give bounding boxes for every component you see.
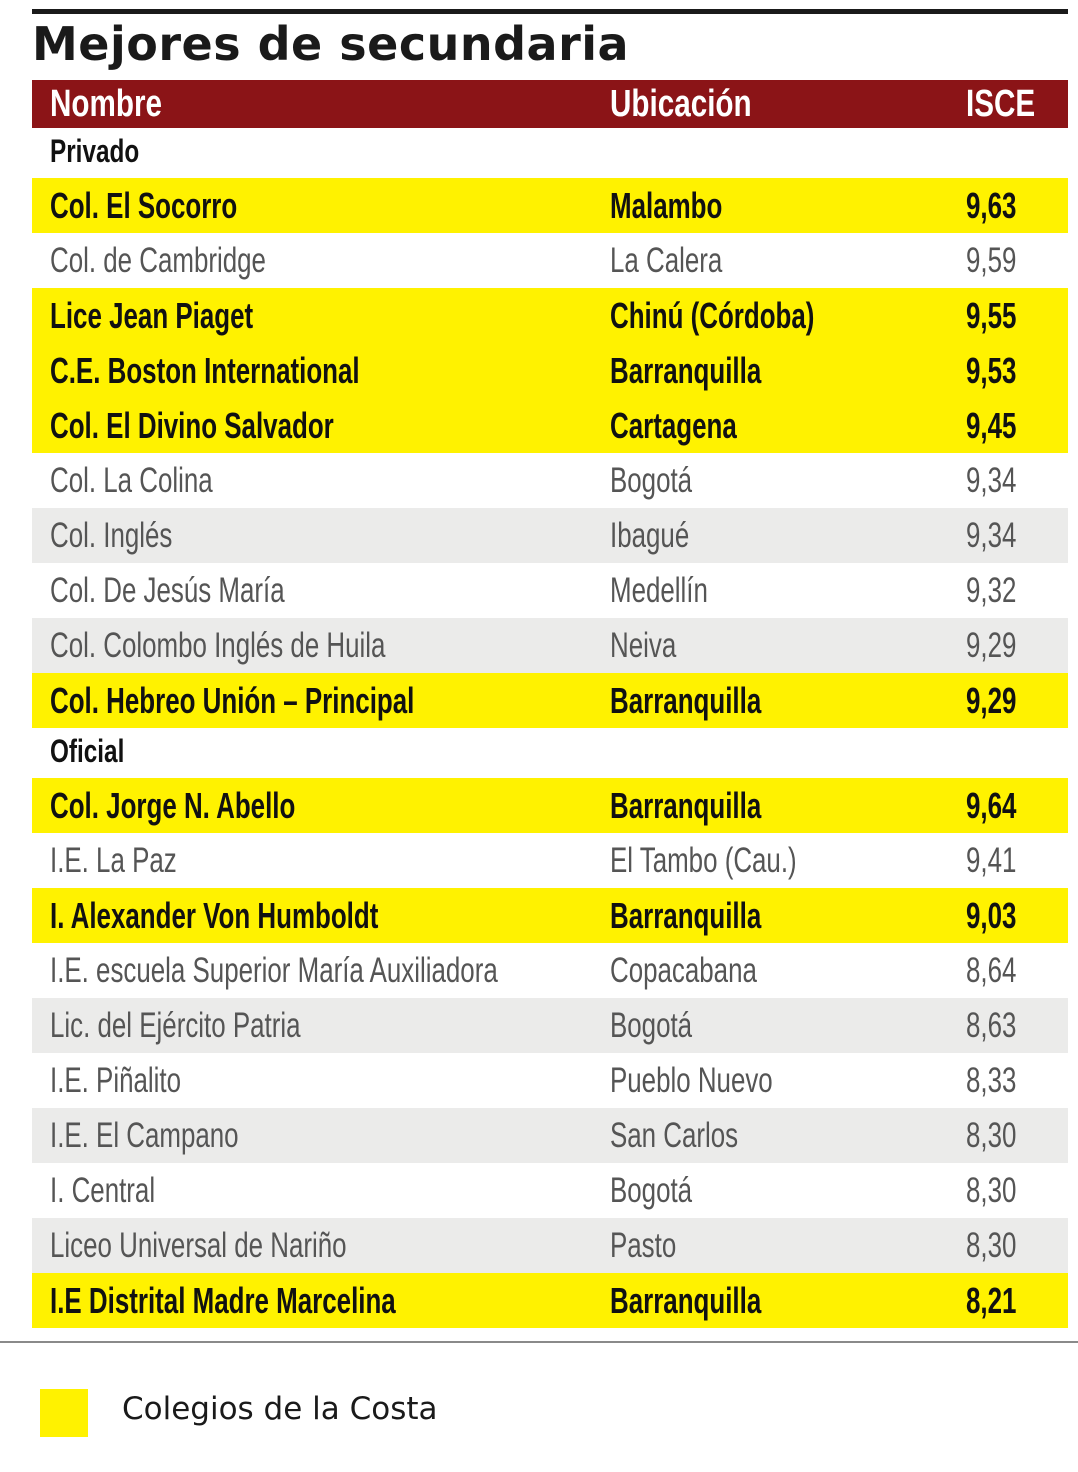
school-name: Col. Hebreo Unión – Principal	[50, 679, 415, 721]
column-header-score: ISCE	[966, 82, 1036, 125]
school-name: I.E. La Paz	[50, 840, 177, 880]
table-row	[32, 1163, 1068, 1218]
school-location: Neiva	[610, 625, 677, 665]
school-name: C.E. Boston International	[50, 349, 360, 391]
table-row	[32, 673, 1068, 728]
school-location: Bogotá	[610, 1005, 693, 1045]
isce-score: 9,03	[966, 894, 1017, 936]
school-name: I.E. escuela Superior María Auxiliadora	[50, 950, 498, 990]
isce-score: 9,41	[966, 840, 1017, 880]
isce-score: 9,34	[966, 515, 1017, 555]
isce-score: 9,29	[966, 679, 1017, 721]
isce-score: 9,53	[966, 349, 1017, 391]
school-name: Col. de Cambridge	[50, 240, 266, 280]
school-location: El Tambo (Cau.)	[610, 840, 797, 880]
school-name: Lice Jean Piaget	[50, 294, 254, 336]
column-header-name: Nombre	[50, 82, 162, 125]
column-header-location: Ubicación	[610, 82, 752, 125]
ranking-table	[32, 80, 1068, 1328]
isce-score: 9,63	[966, 184, 1017, 226]
legend-swatch	[40, 1389, 88, 1437]
school-name: I. Alexander Von Humboldt	[50, 894, 379, 936]
school-name: I.E. Piñalito	[50, 1060, 182, 1100]
isce-score: 8,33	[966, 1060, 1017, 1100]
school-location: San Carlos	[610, 1115, 739, 1155]
school-location: Bogotá	[610, 1170, 693, 1210]
table-row	[32, 563, 1068, 618]
table-row	[32, 943, 1068, 998]
isce-score: 8,21	[966, 1279, 1017, 1321]
table-row	[32, 1053, 1068, 1108]
table-row	[32, 178, 1068, 233]
school-name: Col. El Socorro	[50, 184, 238, 226]
isce-score: 9,34	[966, 460, 1017, 500]
school-location: Copacabana	[610, 950, 757, 990]
school-location: Chinú (Córdoba)	[610, 294, 815, 336]
table-header	[32, 80, 1068, 128]
school-location: Ibagué	[610, 515, 690, 555]
table-row	[32, 508, 1068, 563]
school-location: Barranquilla	[610, 1279, 762, 1321]
table-row	[32, 618, 1068, 673]
isce-score: 9,32	[966, 570, 1017, 610]
school-name: I.E. El Campano	[50, 1115, 239, 1155]
isce-score: 9,29	[966, 625, 1017, 665]
table-row	[32, 778, 1068, 833]
school-name: Col. La Colina	[50, 460, 213, 500]
school-location: Pasto	[610, 1225, 677, 1265]
isce-score: 9,59	[966, 240, 1017, 280]
table-row	[32, 1273, 1068, 1328]
table-row	[32, 888, 1068, 943]
school-name: I.E Distrital Madre Marcelina	[50, 1279, 396, 1321]
section-label: Privado	[50, 132, 140, 169]
isce-score: 8,30	[966, 1115, 1017, 1155]
page-title: Mejores de secundaria	[32, 17, 630, 71]
section-oficial	[32, 728, 1068, 778]
isce-score: 8,63	[966, 1005, 1017, 1045]
isce-score: 9,45	[966, 404, 1017, 446]
isce-score: 8,30	[966, 1170, 1017, 1210]
table-body	[32, 128, 1068, 1328]
table-row	[32, 1108, 1068, 1163]
school-name: Col. Jorge N. Abello	[50, 784, 296, 826]
school-location: La Calera	[610, 240, 723, 280]
school-location: Bogotá	[610, 460, 693, 500]
table-row	[32, 1218, 1068, 1273]
table-row	[32, 233, 1068, 288]
school-name: Liceo Universal de Nariño	[50, 1225, 347, 1265]
table-row	[32, 343, 1068, 398]
school-name: Col. El Divino Salvador	[50, 404, 334, 446]
school-location: Pueblo Nuevo	[610, 1060, 773, 1100]
legend-label: Colegios de la Costa	[122, 1391, 438, 1427]
isce-score: 8,30	[966, 1225, 1017, 1265]
section-privado	[32, 128, 1068, 178]
school-location: Cartagena	[610, 404, 737, 446]
school-name: Col. Colombo Inglés de Huila	[50, 625, 386, 665]
isce-score: 8,64	[966, 950, 1017, 990]
school-location: Medellín	[610, 570, 708, 610]
school-name: Lic. del Ejército Patria	[50, 1005, 301, 1045]
school-location: Barranquilla	[610, 679, 762, 721]
isce-score: 9,55	[966, 294, 1017, 336]
table-row	[32, 833, 1068, 888]
school-location: Barranquilla	[610, 349, 762, 391]
school-name: Col. Inglés	[50, 515, 173, 555]
school-location: Malambo	[610, 184, 723, 226]
isce-score: 9,64	[966, 784, 1017, 826]
section-label: Oficial	[50, 732, 125, 769]
table-row	[32, 998, 1068, 1053]
table-row	[32, 398, 1068, 453]
bottom-rule	[0, 1341, 1078, 1343]
school-name: I. Central	[50, 1170, 156, 1210]
table-row	[32, 453, 1068, 508]
school-location: Barranquilla	[610, 894, 762, 936]
school-location: Barranquilla	[610, 784, 762, 826]
table-row	[32, 288, 1068, 343]
school-name: Col. De Jesús María	[50, 570, 285, 610]
